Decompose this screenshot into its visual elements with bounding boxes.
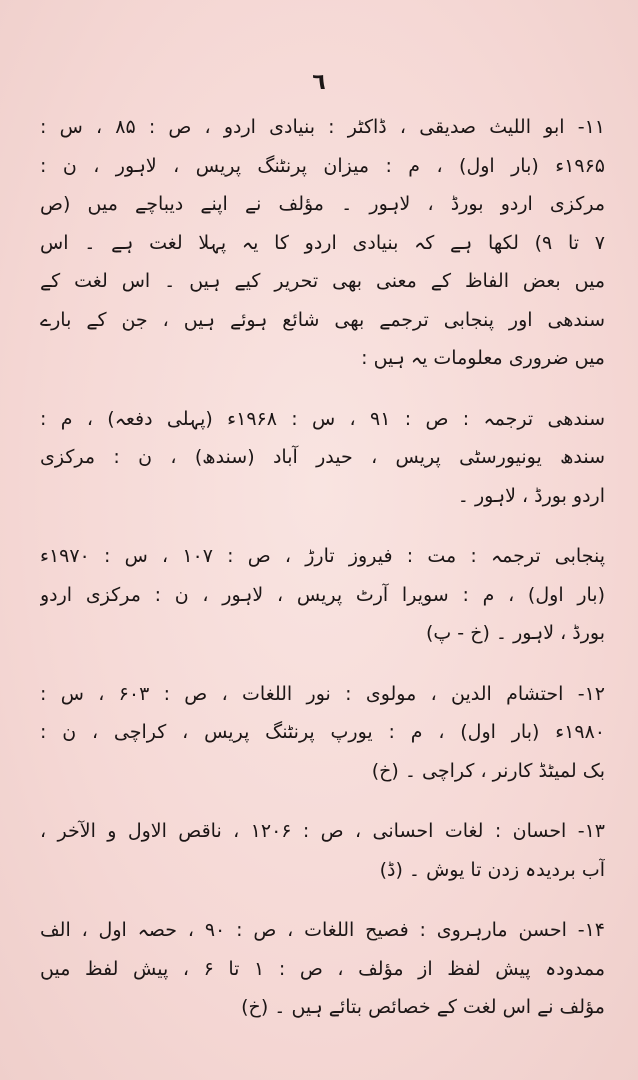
entry-sindhi-translation xyxy=(40,400,605,516)
entry-14-line-1: ۱۴- احسن مارہروی : فصیح اللغات ، ص : ۹۰ ، حصہ اول ، الف xyxy=(40,919,605,941)
entry-11-line-5: میں بعض الفاظ کے معنی بھی تحریر کیے ہیں ۔ اس لغت کے xyxy=(40,270,605,292)
entry-12-line-3: بک لمیٹڈ کارنر ، کراچی ۔ (خ) xyxy=(371,759,605,782)
entry-11-line-4: ۷ تا ۹) لکھا ہے کہ بنیادی اردو کا یہ پہلا لغت ہے ۔ اس xyxy=(40,231,605,254)
entries-list xyxy=(40,108,605,1049)
entry-14-line-2: ممدودہ پیش لفظ از مؤلف ، ص : ۱ تا ۶ ، پیش لفظ میں xyxy=(40,957,605,980)
page-number: ٦ xyxy=(312,70,326,95)
entry-11-line-7: میں ضروری معلومات یہ ہیں : xyxy=(361,347,605,369)
entry-12-line-2: ۱۹۸۰ء (بار اول) ، م : یورپ پرنٹنگ پریس ، کراچی ، ن : xyxy=(40,721,605,743)
entry-13-line-2: آب بردیدہ زدن تا یوش ۔ (ڈ) xyxy=(379,858,605,881)
entry-11-line-3: مرکزی اردو بورڈ ، لاہور ۔ مؤلف نے اپنے دیباچے میں (ص xyxy=(40,193,605,215)
entry-11-line-1: ۱۱- ابو اللیث صدیقی ، ڈاکٹر : بنیادی اردو ، ص : ۸۵ ، س : xyxy=(40,116,605,138)
entry-12-line-1: ۱۲- احتشام الدین ، مولوی : نور اللغات ، ص : ۶۰۳ ، س : xyxy=(40,682,605,705)
punjabi-line-1: پنجابی ترجمہ : مت : فیروز تارڑ ، ص : ۱۰۷ ، س : ۱۹۷۰ء xyxy=(40,545,605,567)
entry-14 xyxy=(40,911,605,1027)
punjabi-line-2: (بار اول) ، م : سویرا آرٹ پریس ، لاہور ، ن : مرکزی اردو xyxy=(40,583,605,606)
entry-11-line-6: سندھی اور پنجابی ترجمے بھی شائع ہوئے ہیں ، جن کے بارے xyxy=(40,308,605,331)
entry-punjabi-translation xyxy=(40,537,605,653)
punjabi-line-3: بورڈ ، لاہور ۔ (خ - پ) xyxy=(425,622,605,644)
entry-13 xyxy=(40,812,605,889)
entry-12 xyxy=(40,675,605,791)
sindhi-line-3: اردو بورڈ ، لاہور ۔ xyxy=(457,484,605,507)
entry-11-line-2: ۱۹۶۵ء (بار اول) ، م : میزان پرنٹنگ پریس ، لاہور ، ن : xyxy=(40,154,605,177)
sindhi-line-1: سندھی ترجمہ : ص : ۹۱ ، س : ۱۹۶۸ء (پہلی دفعہ) ، م : xyxy=(40,407,605,430)
sindhi-line-2: سندھ یونیورسٹی پریس ، حیدر آباد (سندھ) ، ن : مرکزی xyxy=(40,446,605,468)
entry-13-line-1: ۱۳- احسان : لغات احسانی ، ص : ۱۲۰۶ ، ناقص الاول و الآخر ، xyxy=(40,820,605,842)
entry-14-line-3: مؤلف نے اس لغت کے خصائص بتائے ہیں ۔ (خ) xyxy=(241,996,605,1018)
entry-11 xyxy=(40,108,605,378)
